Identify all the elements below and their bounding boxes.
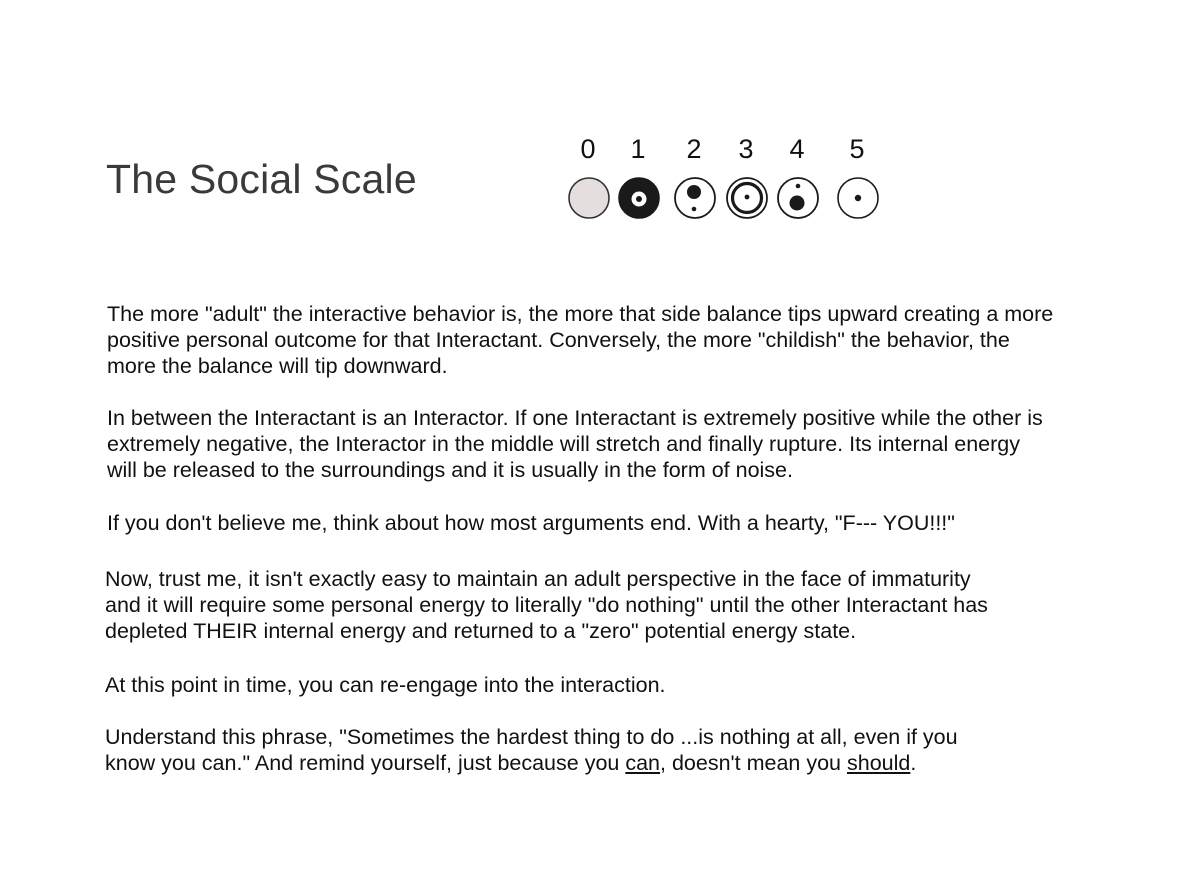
paragraph-balance <box>107 301 1053 379</box>
scale-number-2: 2 <box>686 134 702 164</box>
scale-number-0: 0 <box>580 134 596 164</box>
text-line: Now, trust me, it isn't exactly easy to maintain an adult perspective in the face of immaturity <box>105 567 971 591</box>
text-line: depleted THEIR internal energy and returned to a "zero" potential energy state. <box>105 619 857 643</box>
text-line: Understand this phrase, "Sometimes the hardest thing to do ...is nothing at all, even if you <box>105 725 958 749</box>
scale-level-5-icon <box>836 176 880 220</box>
text-line <box>105 750 958 776</box>
text-segment: . <box>910 751 917 775</box>
scale-number-5: 5 <box>849 134 865 164</box>
paragraph-interactor <box>107 405 1043 483</box>
scale-number-1: 1 <box>630 134 646 164</box>
scale-level-1-icon <box>617 176 661 220</box>
text-line: extremely negative, the Interactor in the middle will stretch and finally rupture. Its internal energy <box>107 432 1021 456</box>
text-line: At this point in time, you can re-engage into the interaction. <box>105 673 666 697</box>
paragraph-arguments <box>107 510 955 536</box>
scale-number-4: 4 <box>789 134 805 164</box>
underlined-word-should: should <box>847 751 911 775</box>
text-line: The more "adult" the interactive behavior is, the more that side balance tips upward creating a more <box>107 302 1054 326</box>
text-line: more the balance will tip downward. <box>107 354 448 378</box>
text-segment: , doesn't mean you <box>660 751 847 775</box>
scale-level-0-icon <box>567 176 611 220</box>
text-line: If you don't believe me, think about how most arguments end. With a hearty, "F--- YOU!!!" <box>107 511 955 535</box>
text-line: positive personal outcome for that Interactant. Conversely, the more "childish" the behavior, the <box>107 328 1010 352</box>
scale-level-3-icon <box>725 176 769 220</box>
text-line: In between the Interactant is an Interactor. If one Interactant is extremely positive while the other is <box>107 406 1043 430</box>
underlined-word-can: can <box>625 751 661 775</box>
text-segment: know you can." And remind yourself, just because you <box>105 751 626 775</box>
scale-level-4-icon <box>776 176 820 220</box>
page-title: The Social Scale <box>106 156 417 202</box>
text-line: and it will require some personal energy to literally "do nothing" until the other Interactant has <box>105 593 988 617</box>
scale-number-3: 3 <box>738 134 754 164</box>
paragraph-trust-me <box>105 566 988 644</box>
scale-level-2-icon <box>673 176 717 220</box>
paragraph-re-engage <box>105 672 666 698</box>
text-line: will be released to the surroundings and it is usually in the form of noise. <box>107 458 793 482</box>
paragraph-phrase <box>105 724 958 776</box>
